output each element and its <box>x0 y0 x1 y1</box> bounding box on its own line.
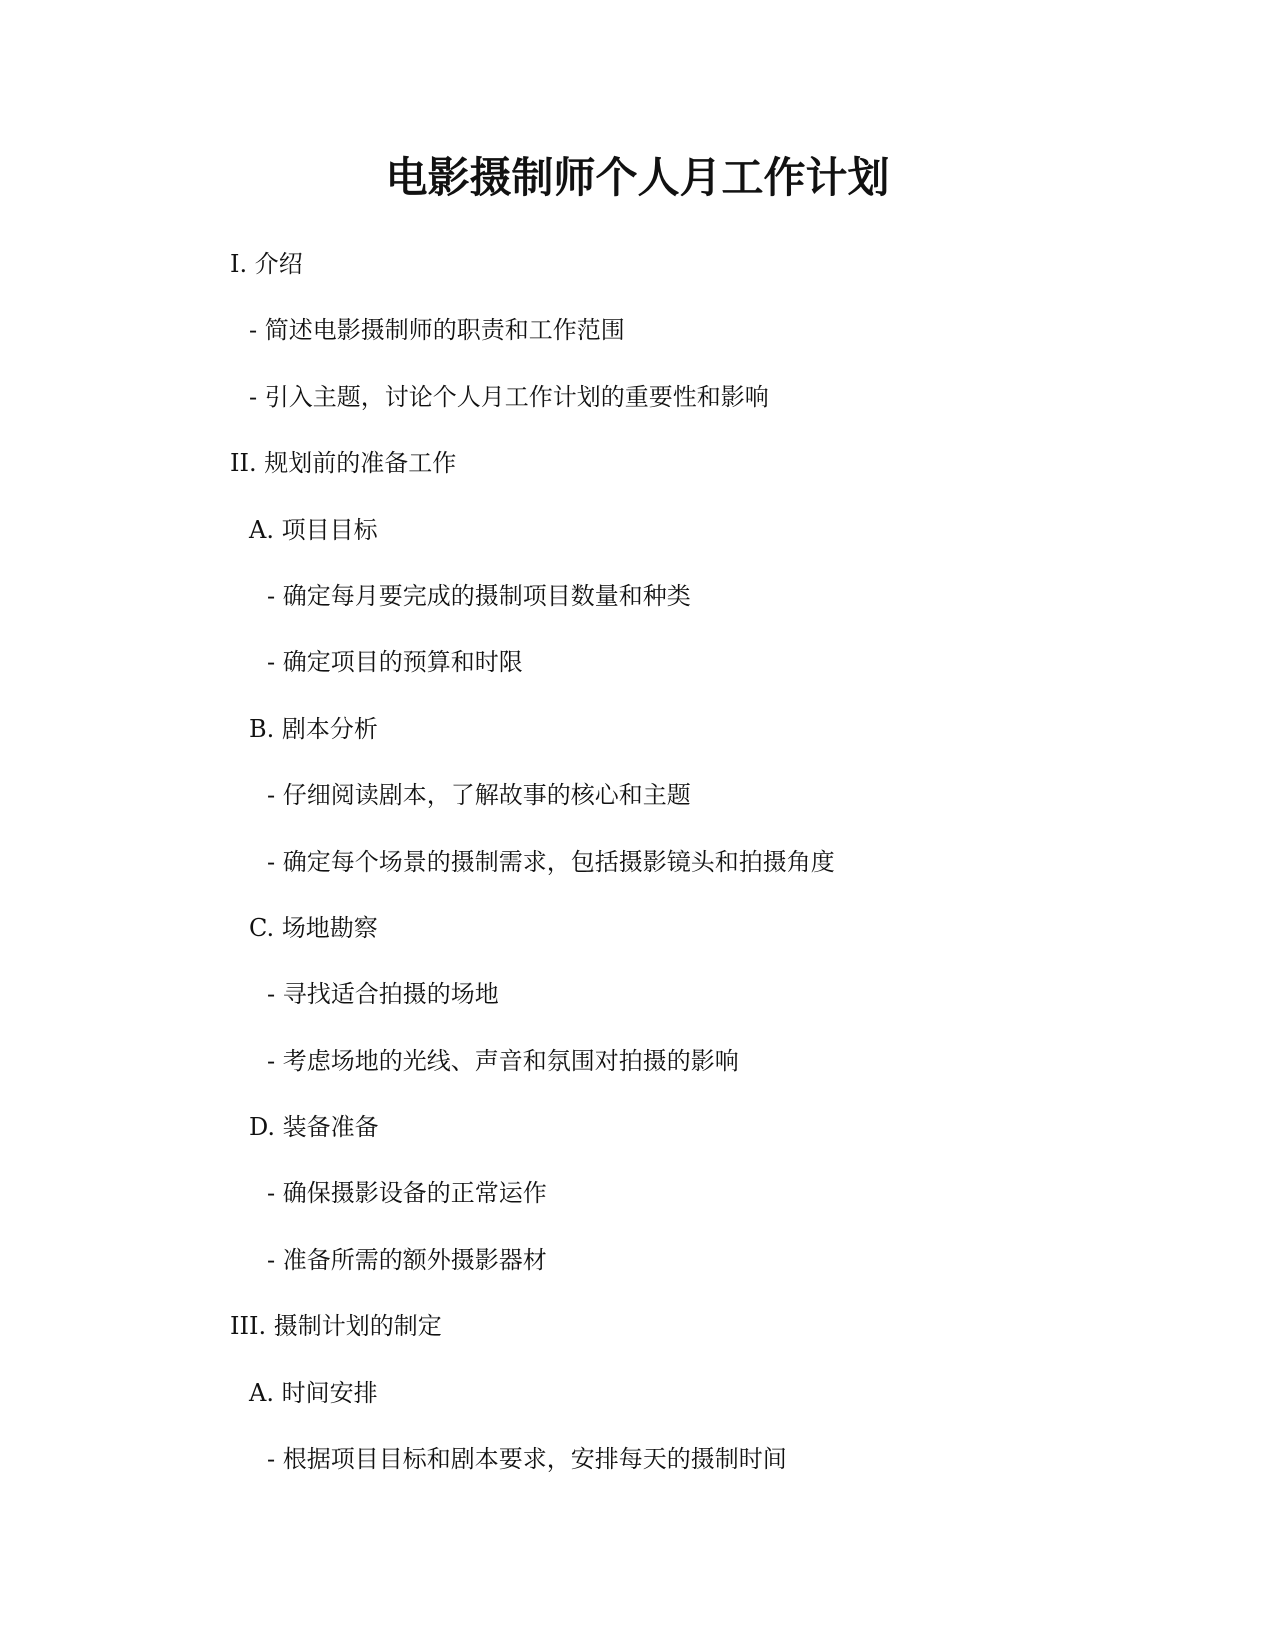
bullet-item: - 寻找适合拍摄的场地 <box>267 980 499 1009</box>
subsection-heading-script-analysis: B. 剧本分析 <box>249 714 378 743</box>
bullet-item: - 引入主题，讨论个人月工作计划的重要性和影响 <box>249 382 769 411</box>
document-body <box>0 246 1275 1507</box>
section-heading-preparation: II. 规划前的准备工作 <box>230 449 457 478</box>
subsection-heading-location-scouting: C. 场地勘察 <box>249 913 378 942</box>
section-heading-introduction: I. 介绍 <box>230 250 303 278</box>
bullet-item: - 准备所需的额外摄影器材 <box>267 1245 547 1274</box>
bullet-item: - 简述电影摄制师的职责和工作范围 <box>249 316 625 345</box>
bullet-item: - 考虑场地的光线、声音和氛围对拍摄的影响 <box>267 1046 739 1075</box>
document-title: 电影摄制师个人月工作计划 <box>385 153 890 202</box>
subsection-heading-schedule: A. 时间安排 <box>249 1378 378 1407</box>
subsection-heading-equipment: D. 装备准备 <box>249 1113 379 1142</box>
bullet-item: - 确定项目的预算和时限 <box>267 648 523 677</box>
bullet-item: - 仔细阅读剧本，了解故事的核心和主题 <box>267 781 691 810</box>
bullet-item: - 确保摄影设备的正常运作 <box>267 1179 547 1208</box>
bullet-item: - 确定每个场景的摄制需求，包括摄影镜头和拍摄角度 <box>267 847 835 876</box>
bullet-item: - 确定每月要完成的摄制项目数量和种类 <box>267 581 691 610</box>
section-heading-shooting-plan: III. 摄制计划的制定 <box>230 1312 442 1341</box>
subsection-heading-project-goals: A. 项目目标 <box>249 515 378 544</box>
bullet-item: - 根据项目目标和剧本要求，安排每天的摄制时间 <box>267 1445 787 1474</box>
